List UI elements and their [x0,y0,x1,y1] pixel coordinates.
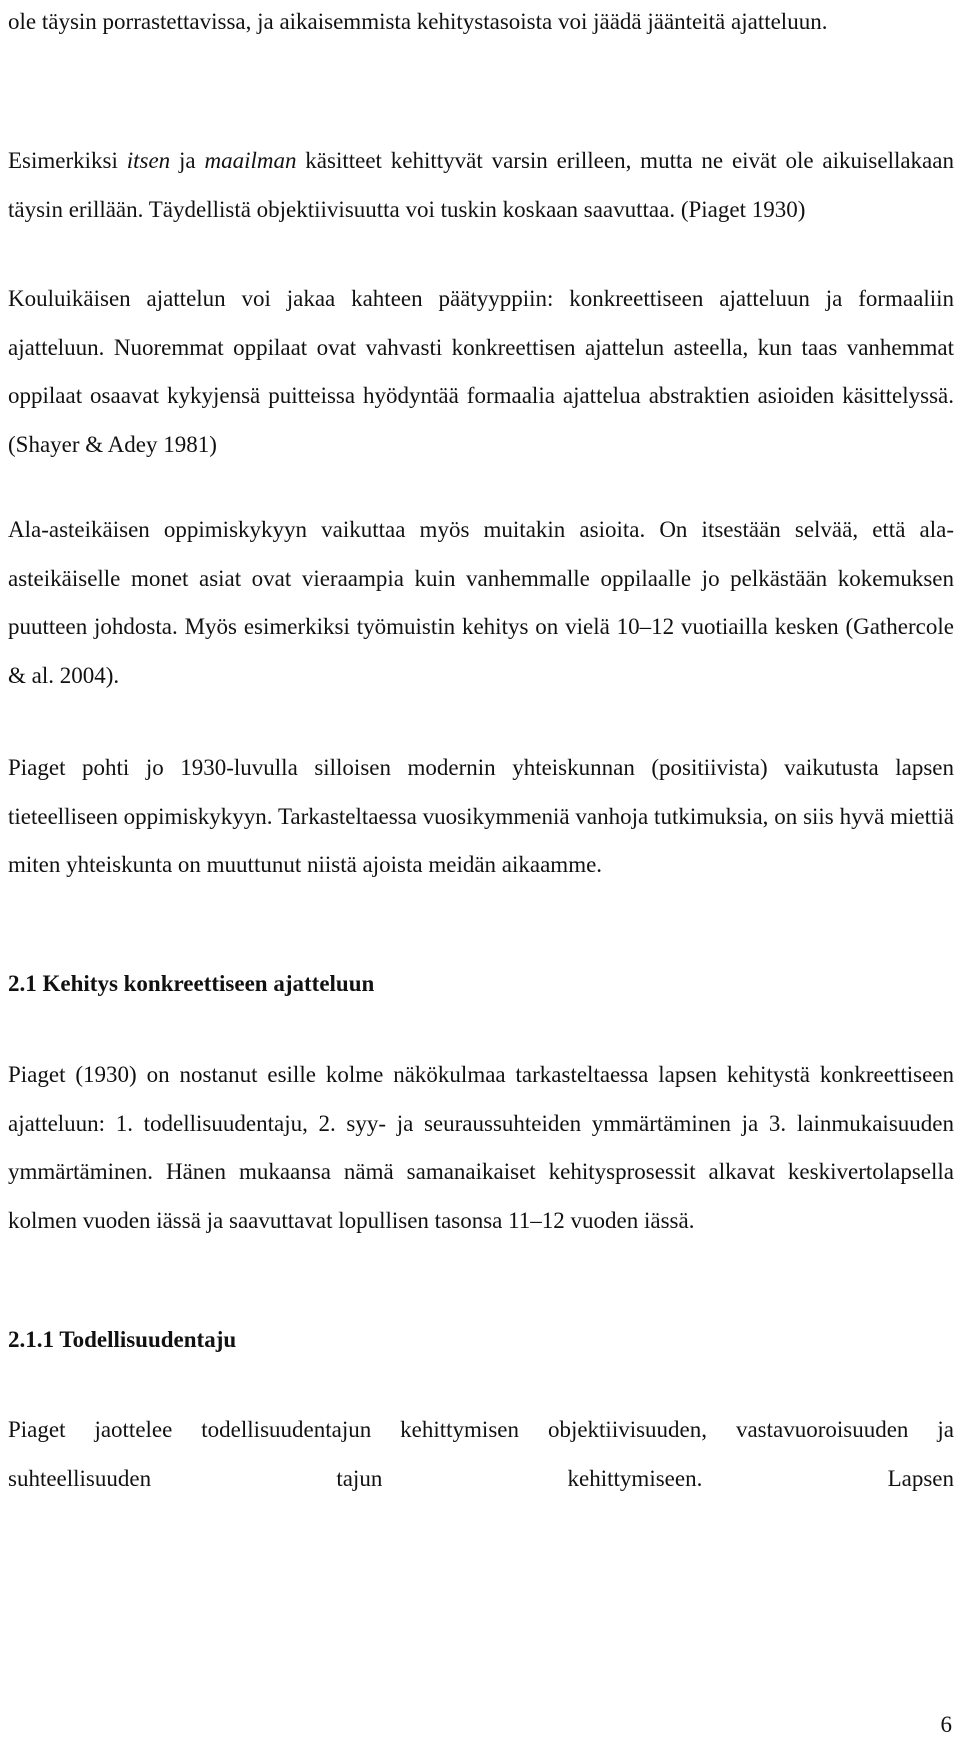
paragraph-three-perspectives: Piaget (1930) on nostanut esille kolme näkökulmaa tarkasteltaessa lapsen kehitystä konkreettiseen ajatteluun: 1. todellisuudentaju, 2. syy- ja seuraussuhteiden ymmärtäminen ja 3. lainmukaisuuden ymmärtäminen. Hänen mukaansa nämä samanaikaiset kehitysprosessit alkavat keskivertolapsella kolmen vuoden iässä ja saavuttavat lopullisen tasonsa 11–12 vuoden iässä. [8,1062,954,1233]
emphasis-itsen: itsen [126,148,171,173]
paragraph-continuation: ole täysin porrastettavissa, ja aikaisemmista kehitystasoista voi jäädä jäänteitä ajatteluun. [8,9,828,34]
paragraph-text: ja [170,148,205,173]
paragraph-school-age-thinking: Kouluikäisen ajattelun voi jakaa kahteen päätyyppiin: konkreettiseen ajatteluun ja formaaliin ajatteluun. Nuoremmat oppilaat ovat vahvasti konkreettisen ajattelun asteella, kun taas vanhemmat oppilaat osaavat kykyjensä puitteissa hyödyntää formaalia ajattelua abstraktien asioiden käsittelyssä. (Shayer & Adey 1981) [8,286,954,457]
paragraph-learning-ability: Ala-asteikäisen oppimiskykyyn vaikuttaa myös muitakin asioita. On itsestään selvää, että ala-asteikäiselle monet asiat ovat vieraampia kuin vanhemmalle oppilaalle jo pelkästään kokemuksen puutteen johdosta. Myös esimerkiksi työmuistin kehitys on vielä 10–12 vuotiailla kesken (Gathercole & al. 2004). [8,517,954,688]
paragraph-text: käsitteet kehittyvät varsin erilleen, mutta ne eivät ole aikuisellakaan täysin erillään. Täydellistä objektiivisuutta voi tuskin koskaan saavuttaa. (Piaget 1930) [8,148,954,222]
page-number: 6 [940,1712,952,1737]
section-heading-2-1-1: 2.1.1 Todellisuudentaju [8,1327,237,1352]
paragraph-text: Esimerkiksi [8,148,127,173]
paragraph-sense-of-reality: Piaget jaottelee todellisuudentajun kehittymisen objektiivisuuden, vastavuoroisuuden ja suhteellisuuden tajun kehittymiseen. Lapsen [8,1417,954,1491]
paragraph-piaget-society: Piaget pohti jo 1930-luvulla silloisen modernin yhteiskunnan (positiivista) vaikutusta lapsen tieteelliseen oppimiskykyyn. Tarkasteltaessa vuosikymmeniä vanhoja tutkimuksia, on siis hyvä miettiä miten yhteiskunta on muuttunut niistä ajoista meidän aikaamme. [8,755,954,878]
section-heading-2-1: 2.1 Kehitys konkreettiseen ajatteluun [8,971,375,996]
paragraph-self-world [8,137,954,234]
emphasis-maailman: maailman [204,148,297,173]
